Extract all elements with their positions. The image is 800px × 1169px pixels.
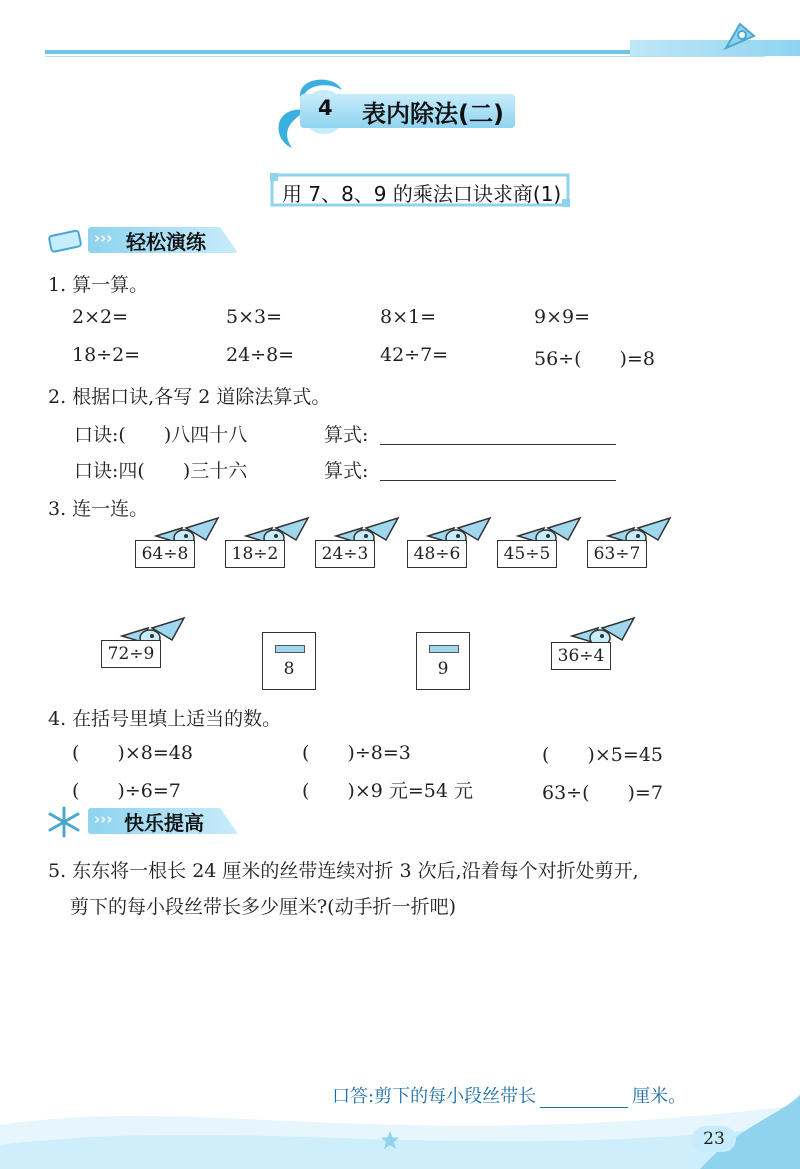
division-card[interactable]: 63÷7: [587, 540, 647, 568]
q1-item: 42÷7=: [380, 344, 449, 366]
division-card[interactable]: 64÷8: [135, 540, 195, 568]
q4-item: ( )×9 元=54 元: [302, 780, 474, 802]
snowflake-icon: [46, 806, 82, 838]
practice-section-label: 轻松演练: [126, 230, 206, 254]
q2-answer-line-1[interactable]: [380, 444, 616, 445]
q2-formula-label-2: 算式:: [324, 460, 369, 482]
chapter-number: 4: [318, 96, 333, 120]
box-slot: [275, 645, 305, 653]
q2-answer-line-2[interactable]: [380, 480, 616, 481]
advance-section-header: [0, 806, 260, 836]
q2-title: 2. 根据口诀,各写 2 道除法算式。: [48, 386, 331, 408]
q4-item: ( )×5=45: [542, 744, 663, 766]
q2-formula-label-1: 算式:: [324, 424, 369, 446]
q1-title: 1. 算一算。: [48, 274, 149, 296]
section-arrows-icon: ›››: [94, 810, 113, 828]
q1-item: 18÷2=: [72, 344, 141, 366]
corner-bar: [630, 40, 800, 56]
q4-item: 63÷( )=7: [542, 782, 663, 804]
q4-item: ( )×8=48: [72, 742, 193, 764]
q1-item: 5×3=: [226, 306, 283, 328]
q5-line-1: 5. 东东将一根长 24 厘米的丝带连续对折 3 次后,沿着每个对折处剪开,: [48, 860, 639, 882]
chapter-title: 表内除法(二): [362, 100, 504, 128]
box-slot: [429, 645, 459, 653]
q3-title: 3. 连一连。: [48, 498, 149, 520]
answer-box[interactable]: [416, 632, 470, 690]
q5-line-2: 剪下的每小段丝带长多少厘米?(动手折一折吧): [70, 896, 457, 918]
lesson-title: 用 7、8、9 的乘法口诀求商(1): [282, 182, 562, 206]
division-card[interactable]: 24÷3: [315, 540, 375, 568]
advance-section-label: 快乐提高: [124, 811, 204, 835]
q4-title: 4. 在括号里填上适当的数。: [48, 708, 282, 730]
rocket-icon: [720, 18, 760, 54]
q1-item: 24÷8=: [226, 344, 295, 366]
answer-suffix: 厘米。: [632, 1086, 687, 1107]
division-card[interactable]: 48÷6: [407, 540, 467, 568]
q1-item: 9×9=: [534, 306, 591, 328]
answer-prefix: 口答:剪下的每小段丝带长: [332, 1086, 537, 1107]
header-rule-thin: [45, 56, 765, 57]
division-card[interactable]: 36÷4: [551, 642, 611, 670]
q1-item: 2×2=: [72, 306, 129, 328]
q1-item: 8×1=: [380, 306, 437, 328]
star-icon: [380, 1130, 400, 1150]
section-arrows-icon: ›››: [94, 229, 113, 247]
answer-line-text: [332, 1082, 686, 1108]
q4-item: ( )÷6=7: [72, 780, 181, 802]
answer-blank[interactable]: [540, 1089, 628, 1108]
division-card[interactable]: 45÷5: [497, 540, 557, 568]
q4-item: ( )÷8=3: [302, 742, 411, 764]
division-card[interactable]: 18÷2: [225, 540, 285, 568]
eraser-icon: [46, 225, 88, 255]
box-number: 9: [437, 659, 449, 679]
q2-rhyme-2: 口诀:四( )三十六: [74, 460, 248, 482]
division-card[interactable]: 72÷9: [101, 640, 161, 668]
practice-section-header: [0, 225, 260, 255]
box-number: 8: [283, 659, 295, 679]
page-number: 23: [692, 1126, 736, 1152]
q2-rhyme-1: 口诀:( )八四十八: [74, 424, 248, 446]
q1-item: 56÷( )=8: [534, 348, 655, 370]
answer-box[interactable]: [262, 632, 316, 690]
